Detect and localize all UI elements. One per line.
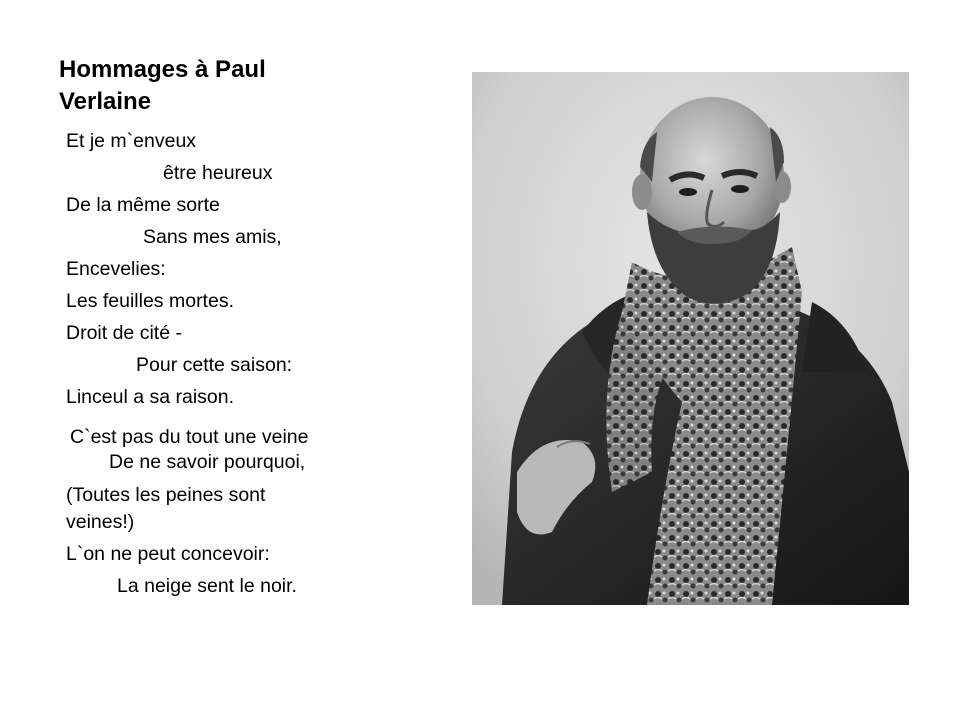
poem-line: De la même sorte <box>66 194 220 216</box>
poem-line: Les feuilles mortes. <box>66 290 234 312</box>
slide-title: Hommages à Paul Verlaine <box>59 56 266 115</box>
poem-line: Sans mes amis, <box>143 226 282 248</box>
poem-line: Et je m`enveux <box>66 130 197 152</box>
poem-line: Pour cette saison: <box>136 354 293 376</box>
poem-line: Linceul a sa raison. <box>66 386 235 408</box>
portrait-photo <box>472 72 909 605</box>
poem-line: L`on ne peut concevoir: <box>66 543 270 565</box>
poem-line: être heureux <box>163 162 273 184</box>
poem-line: (Toutes les peines sont <box>66 484 266 506</box>
poem-line: De ne savoir pourquoi, <box>109 451 306 473</box>
portrait-illustration <box>472 72 909 605</box>
poem-line: C`est pas du tout une veine <box>70 426 309 448</box>
poem-line: Encevelies: <box>66 258 166 280</box>
poem-line: veines!) <box>66 511 135 533</box>
ear <box>632 174 652 210</box>
eye <box>679 188 697 196</box>
poem-line: La neige sent le noir. <box>117 575 297 597</box>
eye <box>731 185 749 193</box>
poem-body <box>0 0 440 720</box>
poem-line: Droit de cité - <box>66 322 182 344</box>
